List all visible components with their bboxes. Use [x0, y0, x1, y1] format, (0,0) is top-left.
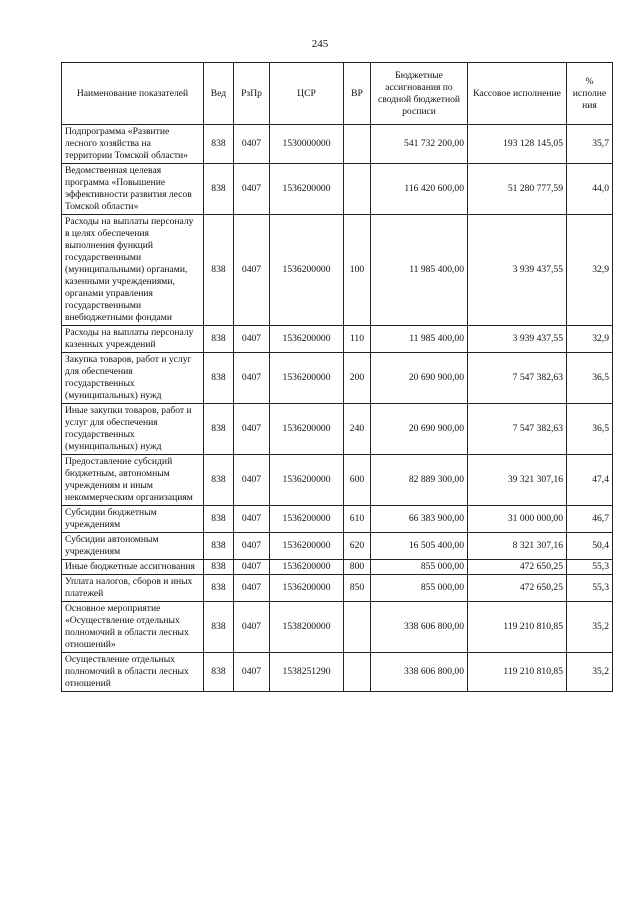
cell-vr: 100 [344, 215, 371, 326]
cell-csr: 1536200000 [270, 404, 344, 455]
table-header-row [62, 63, 613, 125]
header-budget: Бюджетные ассигнования по сводной бюджетной росписи [371, 63, 468, 125]
header-csr: ЦСР [270, 63, 344, 125]
cell-name: Иные закупки товаров, работ и услуг для обеспечения государственных (муниципальных) нужд [62, 404, 204, 455]
cell-ved: 838 [204, 506, 234, 533]
cell-budget: 11 985 400,00 [371, 326, 468, 353]
cell-csr: 1538200000 [270, 602, 344, 653]
cell-ved: 838 [204, 215, 234, 326]
cell-cash: 472 650,25 [468, 575, 567, 602]
header-vr: ВР [344, 63, 371, 125]
header-rzpr: РзПр [234, 63, 270, 125]
cell-cash: 51 280 777,59 [468, 164, 567, 215]
table-row [62, 560, 613, 575]
cell-name: Осуществление отдельных полномочий в области лесных отношений [62, 653, 204, 692]
cell-ved: 838 [204, 602, 234, 653]
cell-name: Ведомственная целевая программа «Повышение эффективности развития лесов Томской области» [62, 164, 204, 215]
cell-rzpr: 0407 [234, 575, 270, 602]
cell-name: Подпрограмма «Развитие лесного хозяйства на территории Томской области» [62, 125, 204, 164]
header-cash: Кассовое исполнение [468, 63, 567, 125]
cell-csr: 1536200000 [270, 575, 344, 602]
cell-budget: 338 606 800,00 [371, 602, 468, 653]
cell-cash: 3 939 437,55 [468, 326, 567, 353]
table-row [62, 215, 613, 326]
cell-pct: 32,9 [567, 326, 613, 353]
cell-vr: 800 [344, 560, 371, 575]
cell-cash: 119 210 810,85 [468, 653, 567, 692]
header-name: Наименование показателей [62, 63, 204, 125]
cell-name: Расходы на выплаты персоналу казенных учреждений [62, 326, 204, 353]
cell-pct: 35,7 [567, 125, 613, 164]
cell-budget: 20 690 900,00 [371, 404, 468, 455]
cell-ved: 838 [204, 125, 234, 164]
cell-rzpr: 0407 [234, 125, 270, 164]
cell-vr: 240 [344, 404, 371, 455]
cell-csr: 1536200000 [270, 215, 344, 326]
cell-ved: 838 [204, 164, 234, 215]
table-row [62, 653, 613, 692]
cell-rzpr: 0407 [234, 653, 270, 692]
cell-pct: 36,5 [567, 404, 613, 455]
cell-pct: 44,0 [567, 164, 613, 215]
cell-vr: 620 [344, 533, 371, 560]
cell-name: Расходы на выплаты персоналу в целях обеспечения выполнения функций государственными (муниципальными) органами, казенными учреждениями, органами управления государственными внебюджетными фондами [62, 215, 204, 326]
cell-ved: 838 [204, 653, 234, 692]
cell-pct: 35,2 [567, 653, 613, 692]
table-row [62, 602, 613, 653]
cell-ved: 838 [204, 404, 234, 455]
cell-name: Закупка товаров, работ и услуг для обеспечения государственных (муниципальных) нужд [62, 353, 204, 404]
cell-cash: 7 547 382,63 [468, 404, 567, 455]
cell-pct: 55,3 [567, 575, 613, 602]
cell-budget: 338 606 800,00 [371, 653, 468, 692]
cell-pct: 55,3 [567, 560, 613, 575]
cell-ved: 838 [204, 575, 234, 602]
table-row [62, 506, 613, 533]
cell-cash: 193 128 145,05 [468, 125, 567, 164]
budget-table [61, 62, 613, 692]
header-ved: Вед [204, 63, 234, 125]
cell-csr: 1530000000 [270, 125, 344, 164]
cell-pct: 36,5 [567, 353, 613, 404]
cell-csr: 1536200000 [270, 326, 344, 353]
cell-name: Уплата налогов, сборов и иных платежей [62, 575, 204, 602]
cell-rzpr: 0407 [234, 455, 270, 506]
cell-rzpr: 0407 [234, 533, 270, 560]
cell-vr: 850 [344, 575, 371, 602]
cell-vr [344, 653, 371, 692]
cell-rzpr: 0407 [234, 404, 270, 455]
cell-ved: 838 [204, 533, 234, 560]
cell-csr: 1538251290 [270, 653, 344, 692]
table-row [62, 125, 613, 164]
cell-rzpr: 0407 [234, 506, 270, 533]
cell-csr: 1536200000 [270, 164, 344, 215]
cell-budget: 82 889 300,00 [371, 455, 468, 506]
cell-vr: 200 [344, 353, 371, 404]
cell-cash: 31 000 000,00 [468, 506, 567, 533]
cell-budget: 20 690 900,00 [371, 353, 468, 404]
table-row [62, 455, 613, 506]
cell-vr: 600 [344, 455, 371, 506]
cell-rzpr: 0407 [234, 215, 270, 326]
cell-csr: 1536200000 [270, 506, 344, 533]
cell-budget: 16 505 400,00 [371, 533, 468, 560]
cell-budget: 855 000,00 [371, 575, 468, 602]
table-row [62, 575, 613, 602]
table-row [62, 404, 613, 455]
cell-name: Субсидии автономным учреждениям [62, 533, 204, 560]
cell-cash: 119 210 810,85 [468, 602, 567, 653]
cell-csr: 1536200000 [270, 533, 344, 560]
cell-csr: 1536200000 [270, 353, 344, 404]
cell-vr [344, 602, 371, 653]
page-number: 245 [311, 38, 329, 50]
cell-pct: 47,4 [567, 455, 613, 506]
cell-rzpr: 0407 [234, 353, 270, 404]
cell-cash: 8 321 307,16 [468, 533, 567, 560]
cell-ved: 838 [204, 353, 234, 404]
cell-cash: 3 939 437,55 [468, 215, 567, 326]
cell-vr: 110 [344, 326, 371, 353]
table-row [62, 326, 613, 353]
cell-pct: 50,4 [567, 533, 613, 560]
cell-ved: 838 [204, 560, 234, 575]
header-pct: % исполне ния [567, 63, 613, 125]
cell-budget: 855 000,00 [371, 560, 468, 575]
cell-rzpr: 0407 [234, 560, 270, 575]
table-row [62, 353, 613, 404]
cell-rzpr: 0407 [234, 164, 270, 215]
cell-budget: 116 420 600,00 [371, 164, 468, 215]
cell-budget: 66 383 900,00 [371, 506, 468, 533]
cell-budget: 11 985 400,00 [371, 215, 468, 326]
cell-vr [344, 125, 371, 164]
cell-name: Предоставление субсидий бюджетным, автономным учреждениям и иным некоммерческим организациям [62, 455, 204, 506]
cell-cash: 472 650,25 [468, 560, 567, 575]
table-row [62, 533, 613, 560]
cell-pct: 32,9 [567, 215, 613, 326]
table-row [62, 164, 613, 215]
cell-ved: 838 [204, 326, 234, 353]
cell-name: Иные бюджетные ассигнования [62, 560, 204, 575]
cell-pct: 46,7 [567, 506, 613, 533]
cell-cash: 7 547 382,63 [468, 353, 567, 404]
cell-rzpr: 0407 [234, 326, 270, 353]
cell-name: Основное мероприятие «Осуществление отдельных полномочий в области лесных отношений» [62, 602, 204, 653]
cell-ved: 838 [204, 455, 234, 506]
cell-cash: 39 321 307,16 [468, 455, 567, 506]
cell-rzpr: 0407 [234, 602, 270, 653]
cell-pct: 35,2 [567, 602, 613, 653]
cell-vr: 610 [344, 506, 371, 533]
cell-csr: 1536200000 [270, 455, 344, 506]
cell-name: Субсидии бюджетным учреждениям [62, 506, 204, 533]
cell-csr: 1536200000 [270, 560, 344, 575]
cell-budget: 541 732 200,00 [371, 125, 468, 164]
cell-vr [344, 164, 371, 215]
